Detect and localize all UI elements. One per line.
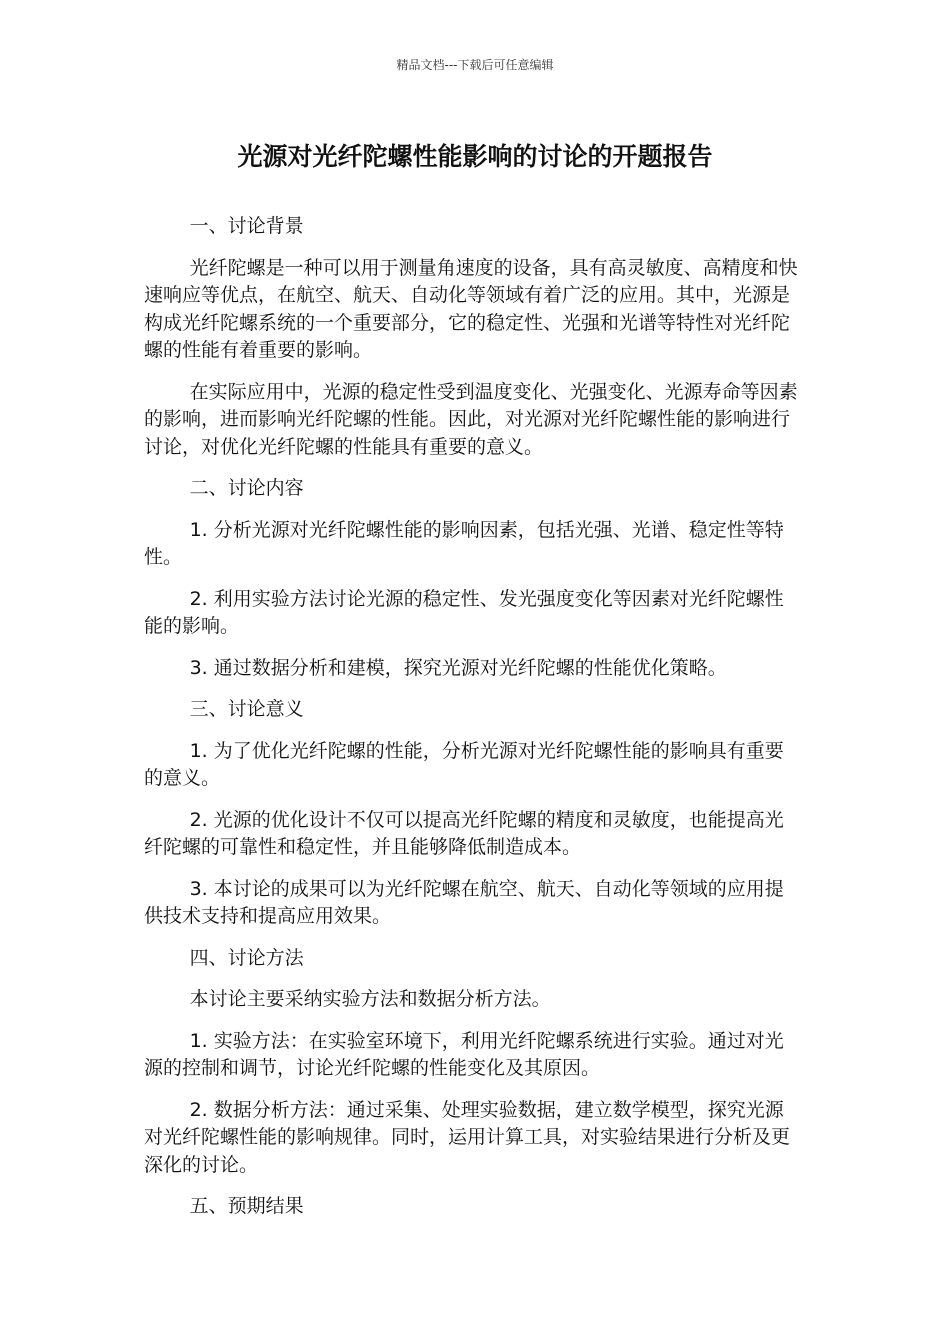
section-heading: 五、预期结果: [189, 1195, 304, 1217]
list-item: 3. 本讨论的成果可以为光纤陀螺在航空、航天、自动化等领域的应用提供技术支持和提高应用效果。: [144, 877, 784, 927]
paragraph: 光纤陀螺是一种可以用于测量角速度的设备，具有高灵敏度、高精度和快速响应等优点，在航空、航天、自动化等领域有着广泛的应用。其中，光源是构成光纤陀螺系统的一个重要部分，它的稳定性、光强和光谱等特性对光纤陀螺的性能有着重要的影响。: [144, 256, 798, 361]
page-header: 精品文档---下载后可任意编辑: [396, 58, 554, 72]
section-heading: 三、讨论意义: [189, 698, 304, 720]
document-title: 光源对光纤陀螺性能影响的讨论的开题报告: [237, 142, 713, 171]
paragraph: 在实际应用中，光源的稳定性受到温度变化、光强变化、光源寿命等因素的影响，进而影响光纤陀螺的性能。因此，对光源对光纤陀螺性能的影响进行讨论，对优化光纤陀螺的性能具有重要的意义。: [144, 380, 798, 458]
list-item: 2. 光源的优化设计不仅可以提高光纤陀螺的精度和灵敏度，也能提高光纤陀螺的可靠性和稳定性，并且能够降低制造成本。: [144, 808, 784, 858]
list-item: 3. 通过数据分析和建模，探究光源对光纤陀螺的性能优化策略。: [189, 656, 727, 679]
document-body: [144, 213, 802, 1235]
list-item: 1. 实验方法：在实验室环境下，利用光纤陀螺系统进行实验。通过对光源的控制和调节，讨论光纤陀螺的性能变化及其原因。: [144, 1029, 784, 1079]
list-item: 1. 分析光源对光纤陀螺性能的影响因素，包括光强、光谱、稳定性等特性。: [144, 518, 784, 568]
list-item: 2. 数据分析方法：通过采集、处理实验数据，建立数学模型，探究光源对光纤陀螺性能的影响规律。同时，运用计算工具，对实验结果进行分析及更深化的讨论。: [144, 1098, 791, 1176]
list-item: 1. 为了优化光纤陀螺的性能，分析光源对光纤陀螺性能的影响具有重要的意义。: [144, 739, 784, 789]
section-heading: 二、讨论内容: [189, 477, 304, 499]
section-heading: 一、讨论背景: [189, 215, 304, 237]
list-item: 2. 利用实验方法讨论光源的稳定性、发光强度变化等因素对光纤陀螺性能的影响。: [144, 587, 784, 637]
paragraph: 本讨论主要采纳实验方法和数据分析方法。: [189, 988, 551, 1010]
section-heading: 四、讨论方法: [189, 946, 304, 969]
